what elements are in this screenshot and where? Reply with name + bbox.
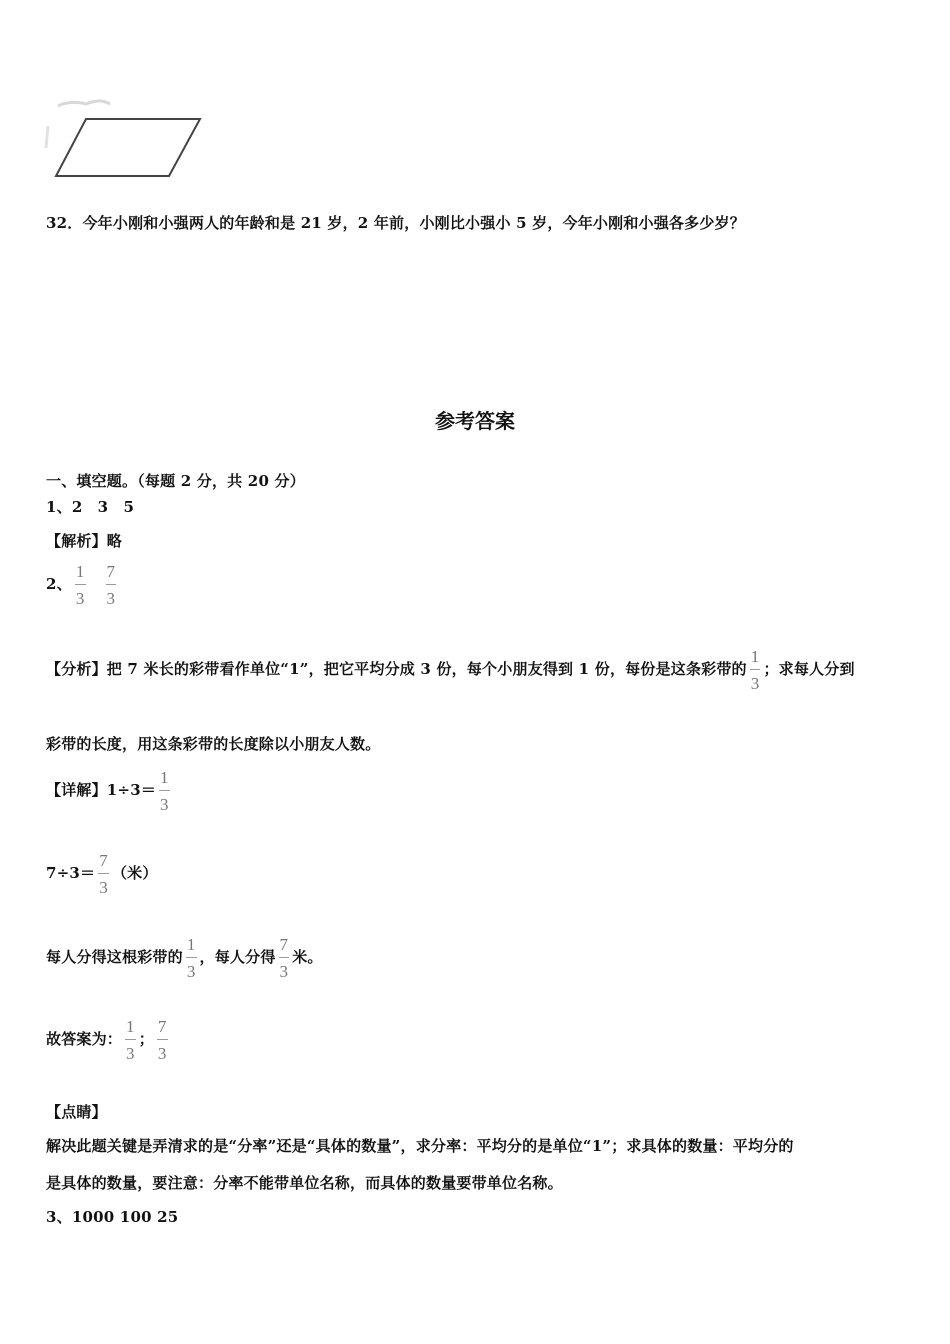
item2-comment-label: 【点睛】 xyxy=(46,1103,107,1121)
fraction: $\frac{7}{3}$ xyxy=(157,1017,167,1063)
fraction: $\frac{1}{3}$ xyxy=(126,1017,135,1063)
figure-smudge xyxy=(58,101,110,106)
item2-comment-line2: 是具体的数量，要注意：分率不能带单位名称，而具体的数量要带单位名称。 xyxy=(46,1174,563,1192)
item3-answer: 3、1000 100 25 xyxy=(46,1208,179,1226)
fraction: $\frac{7}{3}$ xyxy=(279,935,289,981)
fraction: $\frac{1}{3}$ xyxy=(160,768,169,814)
fraction: $\frac{7}{3}$ xyxy=(99,851,108,897)
fraction: $\frac{1}{3}$ xyxy=(75,562,85,608)
item1-analysis: 【解析】略 xyxy=(46,532,123,550)
parallelogram-shape xyxy=(56,119,200,176)
item2-analysis: 【分析】把 7 米长的彩带看作单位“1”，把它平均分成 3 份，每个小朋友得到 1 份，每份是这条彩带的 $\frac{1}{3}$ ；求每人分到 xyxy=(46,647,855,693)
item2-analysis-line2: 彩带的长度，用这条彩带的长度除以小朋友人数。 xyxy=(46,735,381,753)
item2-label: 2、 xyxy=(46,575,72,593)
item2-calc2: 7÷3＝ $\frac{7}{3}$ （米） xyxy=(46,851,158,897)
item1-answer: 1、2 3 5 xyxy=(46,498,135,516)
fraction: $\frac{1}{3}$ xyxy=(750,647,760,693)
item2-each: 每人分得这根彩带的 $\frac{1}{3}$ ，每人分得 $\frac{7}{3}$ 米。 xyxy=(46,935,323,981)
section-heading: 一、填空题。（每题 2 分，共 20 分） xyxy=(46,472,305,490)
fraction: $\frac{7}{3}$ xyxy=(106,562,116,608)
item2-comment-line1: 解决此题关键是弄清求的是“分率”还是“具体的数量”，求分率：平均分的是单位“1”；求具体的数量：平均分的 xyxy=(46,1137,794,1155)
fraction: $\frac{1}{3}$ xyxy=(186,935,196,981)
question-32: 32．今年小刚和小强两人的年龄和是 21 岁，2 年前，小刚比小强小 5 岁，今年小刚和小强各多少岁？ xyxy=(46,214,745,232)
parallelogram-figure xyxy=(40,92,215,187)
answer-title: 参考答案 xyxy=(435,409,515,433)
item2-final: 故答案为： $\frac{1}{3}$ ； $\frac{7}{3}$ xyxy=(46,1017,167,1063)
item2-detail: 【详解】1÷3＝ $\frac{1}{3}$ xyxy=(46,768,169,814)
figure-smudge-left xyxy=(46,126,48,148)
item2-answer xyxy=(46,562,119,608)
